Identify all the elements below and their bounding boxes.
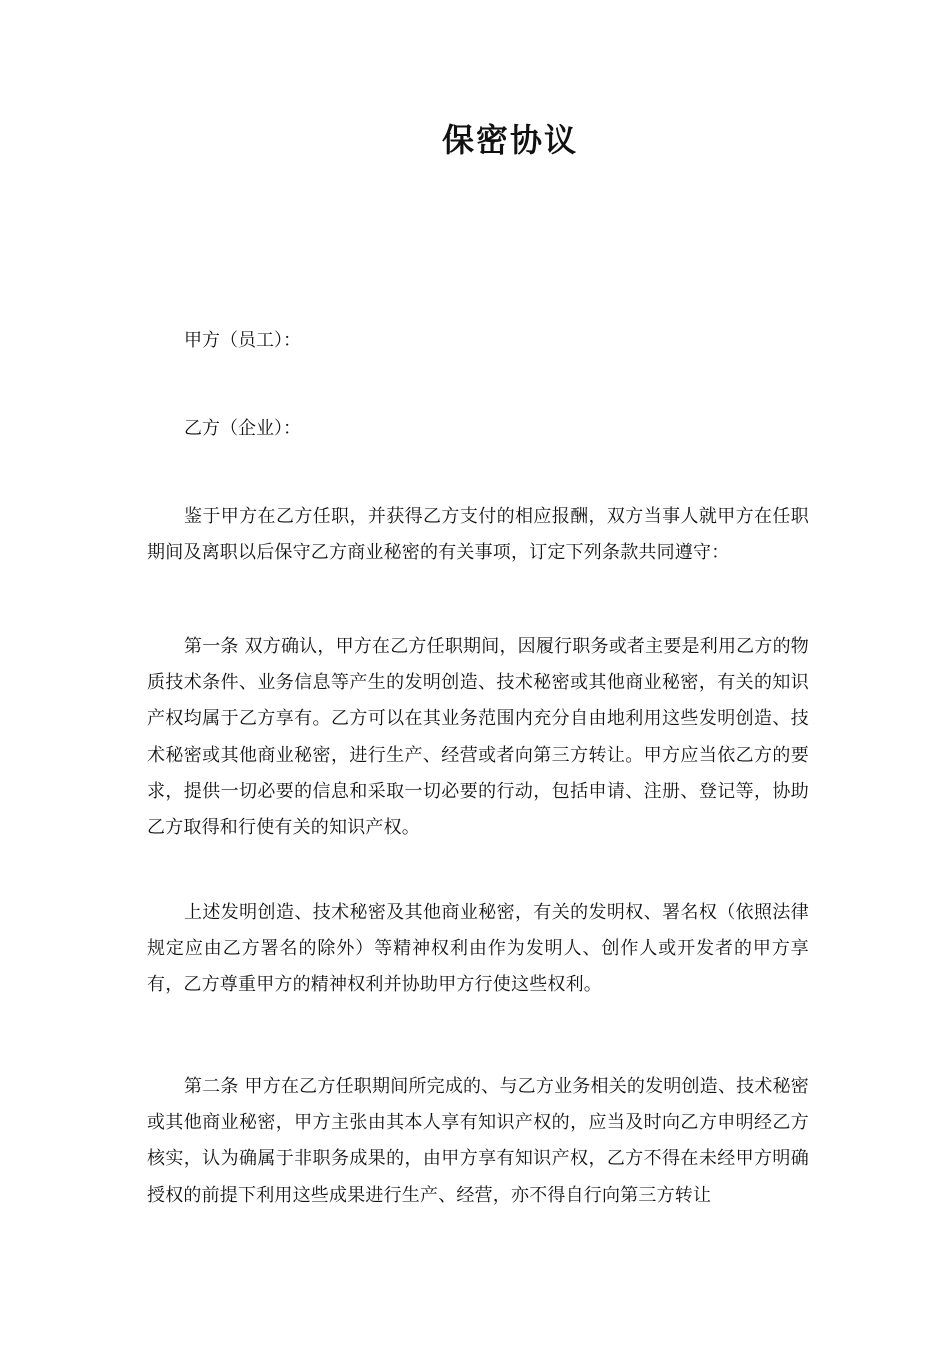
party-a-line: 甲方（员工）： [184,330,301,351]
article-1-paragraph-2: 上述发明创造、技术秘密及其他商业秘密，有关的发明权、署名权（依照法律规定应由乙方署名的除外）等精神权利由作为发明人、创作人或开发者的甲方享有，乙方尊重甲方的精神权利并协助甲方行使这些权利。 [147,902,809,996]
document-title: 保密协议 [441,121,578,159]
party-b-line: 乙方（企业）： [184,418,301,439]
preamble-paragraph: 鉴于甲方在乙方任职，并获得乙方支付的相应报酬，双方当事人就甲方在任职期间及离职以后保守乙方商业秘密的有关事项，订定下列条款共同遵守： [147,506,809,564]
article-2-paragraph-1: 第二条 甲方在乙方任职期间所完成的、与乙方业务相关的发明创造、技术秘密或其他商业秘密，甲方主张由其本人享有知识产权的，应当及时向乙方申明经乙方核实，认为确属于非职务成果的，由甲方享有知识产权，乙方不得在未经甲方明确授权的前提下利用这些成果进行生产、经营，亦不得自行向第三方转让 [147,1076,809,1206]
article-1-paragraph-1: 第一条 双方确认，甲方在乙方任职期间，因履行职务或者主要是利用乙方的物质技术条件、业务信息等产生的发明创造、技术秘密或其他商业秘密，有关的知识产权均属于乙方享有。乙方可以在其业务范围内充分自由地利用这些发明创造、技术秘密或其他商业秘密，进行生产、经营或者向第三方转让。甲方应当依乙方的要求，提供一切必要的信息和采取一切必要的行动，包括申请、注册、登记等，协助乙方取得和行使有关的知识产权。 [147,636,809,839]
